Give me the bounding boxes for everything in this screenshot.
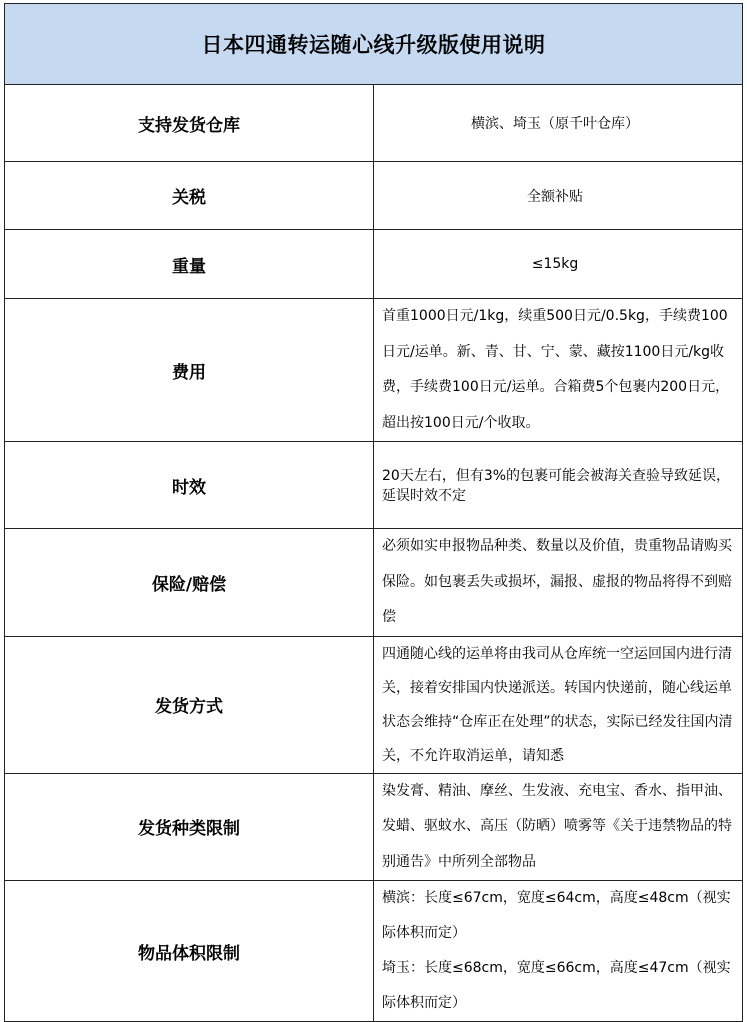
row-label-weight: 重量 bbox=[5, 230, 374, 299]
row-label-fees: 费用 bbox=[5, 299, 374, 442]
row-value-warehouse: 横滨、埼玉（原千叶仓库） bbox=[374, 85, 743, 162]
table-row-timing bbox=[5, 442, 743, 529]
table-row-shipping-method bbox=[5, 636, 743, 773]
row-label-item-restrictions: 发货种类限制 bbox=[5, 773, 374, 881]
row-value-weight: ≤15kg bbox=[374, 230, 743, 299]
row-value-insurance: 必须如实申报物品种类、数量以及价值，贵重物品请购买保险。如包裹丢失或损坏，漏报、虚报的物品将得不到赔偿 bbox=[374, 529, 743, 637]
table-row-item-restrictions bbox=[5, 773, 743, 881]
volume-limit-yokohama: 横滨：长度≤67cm，宽度≤64cm，高度≤48cm（视实际体积而定） bbox=[382, 890, 731, 941]
row-value-tariff: 全额补贴 bbox=[374, 162, 743, 230]
title-row bbox=[5, 4, 743, 85]
row-value-timing: 20天左右，但有3%的包裹可能会被海关查验导致延误，延误时效不定 bbox=[374, 442, 743, 529]
table-row-tariff bbox=[5, 162, 743, 230]
table-row-weight bbox=[5, 230, 743, 299]
row-label-warehouse: 支持发货仓库 bbox=[5, 85, 374, 162]
row-label-insurance: 保险/赔偿 bbox=[5, 529, 374, 637]
row-value-shipping-method: 四通随心线的运单将由我司从仓库统一空运回国内进行清关，接着安排国内快递派送。转国内快递前，随心线运单状态会维持“仓库正在处理”的状态，实际已经发往国内清关，不允许取消运单，请知悉 bbox=[374, 636, 743, 773]
table-title: 日本四通转运随心线升级版使用说明 bbox=[5, 4, 743, 85]
row-value-fees: 首重1000日元/1kg，续重500日元/0.5kg，手续费100日元/运单。新、青、甘、宁、蒙、藏按1100日元/kg收费，手续费100日元/运单。合箱费5个包裹内200日元，超出按100日元/个收取。 bbox=[374, 299, 743, 442]
row-label-volume-limits: 物品体积限制 bbox=[5, 881, 374, 1022]
table-row-warehouse bbox=[5, 85, 743, 162]
row-value-item-restrictions: 染发膏、精油、摩丝、生发液、充电宝、香水、指甲油、发蜡、驱蚊水、高压（防晒）喷雾等《关于违禁物品的特别通告》中所列全部物品 bbox=[374, 773, 743, 881]
volume-limit-saitama: 埼玉：长度≤68cm，宽度≤66cm，高度≤47cm（视实际体积而定） bbox=[382, 960, 731, 1011]
row-value-volume-limits bbox=[374, 881, 743, 1022]
table-row-volume-limits bbox=[5, 881, 743, 1022]
table-row-insurance bbox=[5, 529, 743, 637]
row-label-timing: 时效 bbox=[5, 442, 374, 529]
shipping-info-table bbox=[4, 3, 743, 1022]
table-row-fees bbox=[5, 299, 743, 442]
row-label-shipping-method: 发货方式 bbox=[5, 636, 374, 773]
row-label-tariff: 关税 bbox=[5, 162, 374, 230]
